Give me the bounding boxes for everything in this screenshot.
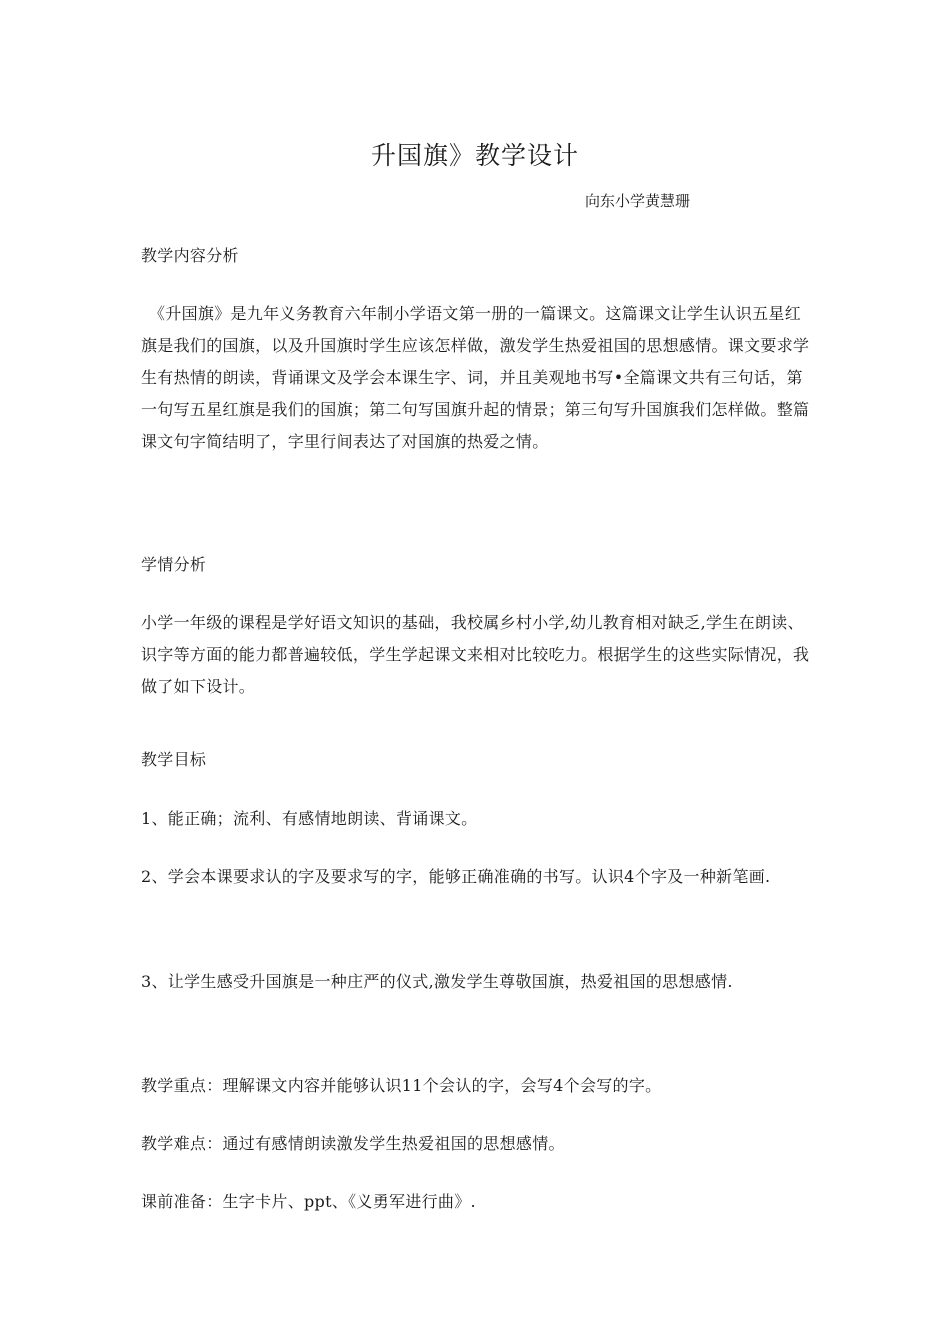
section-heading-student-analysis: 学情分析 [141,555,207,574]
difficulty-line: 教学难点：通过有感情朗读激发学生热爱祖国的思想感情。 [141,1134,565,1153]
section-heading-objectives: 教学目标 [141,750,207,769]
objective-item-2: 2、学会本课要求认的字及要求写的字，能够正确准确的书写。认识4个字及一种新笔画. [141,867,771,886]
student-analysis-paragraph: 小学一年级的课程是学好语文知识的基础，我校属乡村小学,幼儿教育相对缺乏,学生在朗读、识字等方面的能力都普遍较低，学生学起课文来相对比较吃力。根据学生的这些实际情况，我做了如下设计。 [141,613,810,696]
document-author: 向东小学黄慧珊 [585,192,691,210]
section-heading-content-analysis: 教学内容分析 [141,246,239,265]
preparation-line: 课前准备：生字卡片、ppt、《义勇军进行曲》. [141,1192,476,1211]
objective-item-1: 1、能正确；流利、有感情地朗读、背诵课文。 [141,809,478,828]
document-title: 升国旗》教学设计 [370,141,579,170]
content-analysis-paragraph: 《升国旗》是九年义务教育六年制小学语文第一册的一篇课文。这篇课文让学生认识五星红旗是我们的国旗，以及升国旗时学生应该怎样做，激发学生热爱祖国的思想感情。课文要求学生有热情的朗读，背诵课文及学会本课生字、词，并且美观地书写•全篇课文共有三句话，第一句写五星红旗是我们的国旗；第二句写国旗升起的情景；第三句写升国旗我们怎样做。整篇课文句字简结明了，字里行间表达了对国旗的热爱之情。 [141,304,810,451]
objective-item-3: 3、让学生感受升国旗是一种庄严的仪式,激发学生尊敬国旗，热爱祖国的思想感情. [141,972,733,991]
key-point-line: 教学重点：理解课文内容并能够认识11个会认的字，会写4个会写的字。 [141,1076,662,1095]
